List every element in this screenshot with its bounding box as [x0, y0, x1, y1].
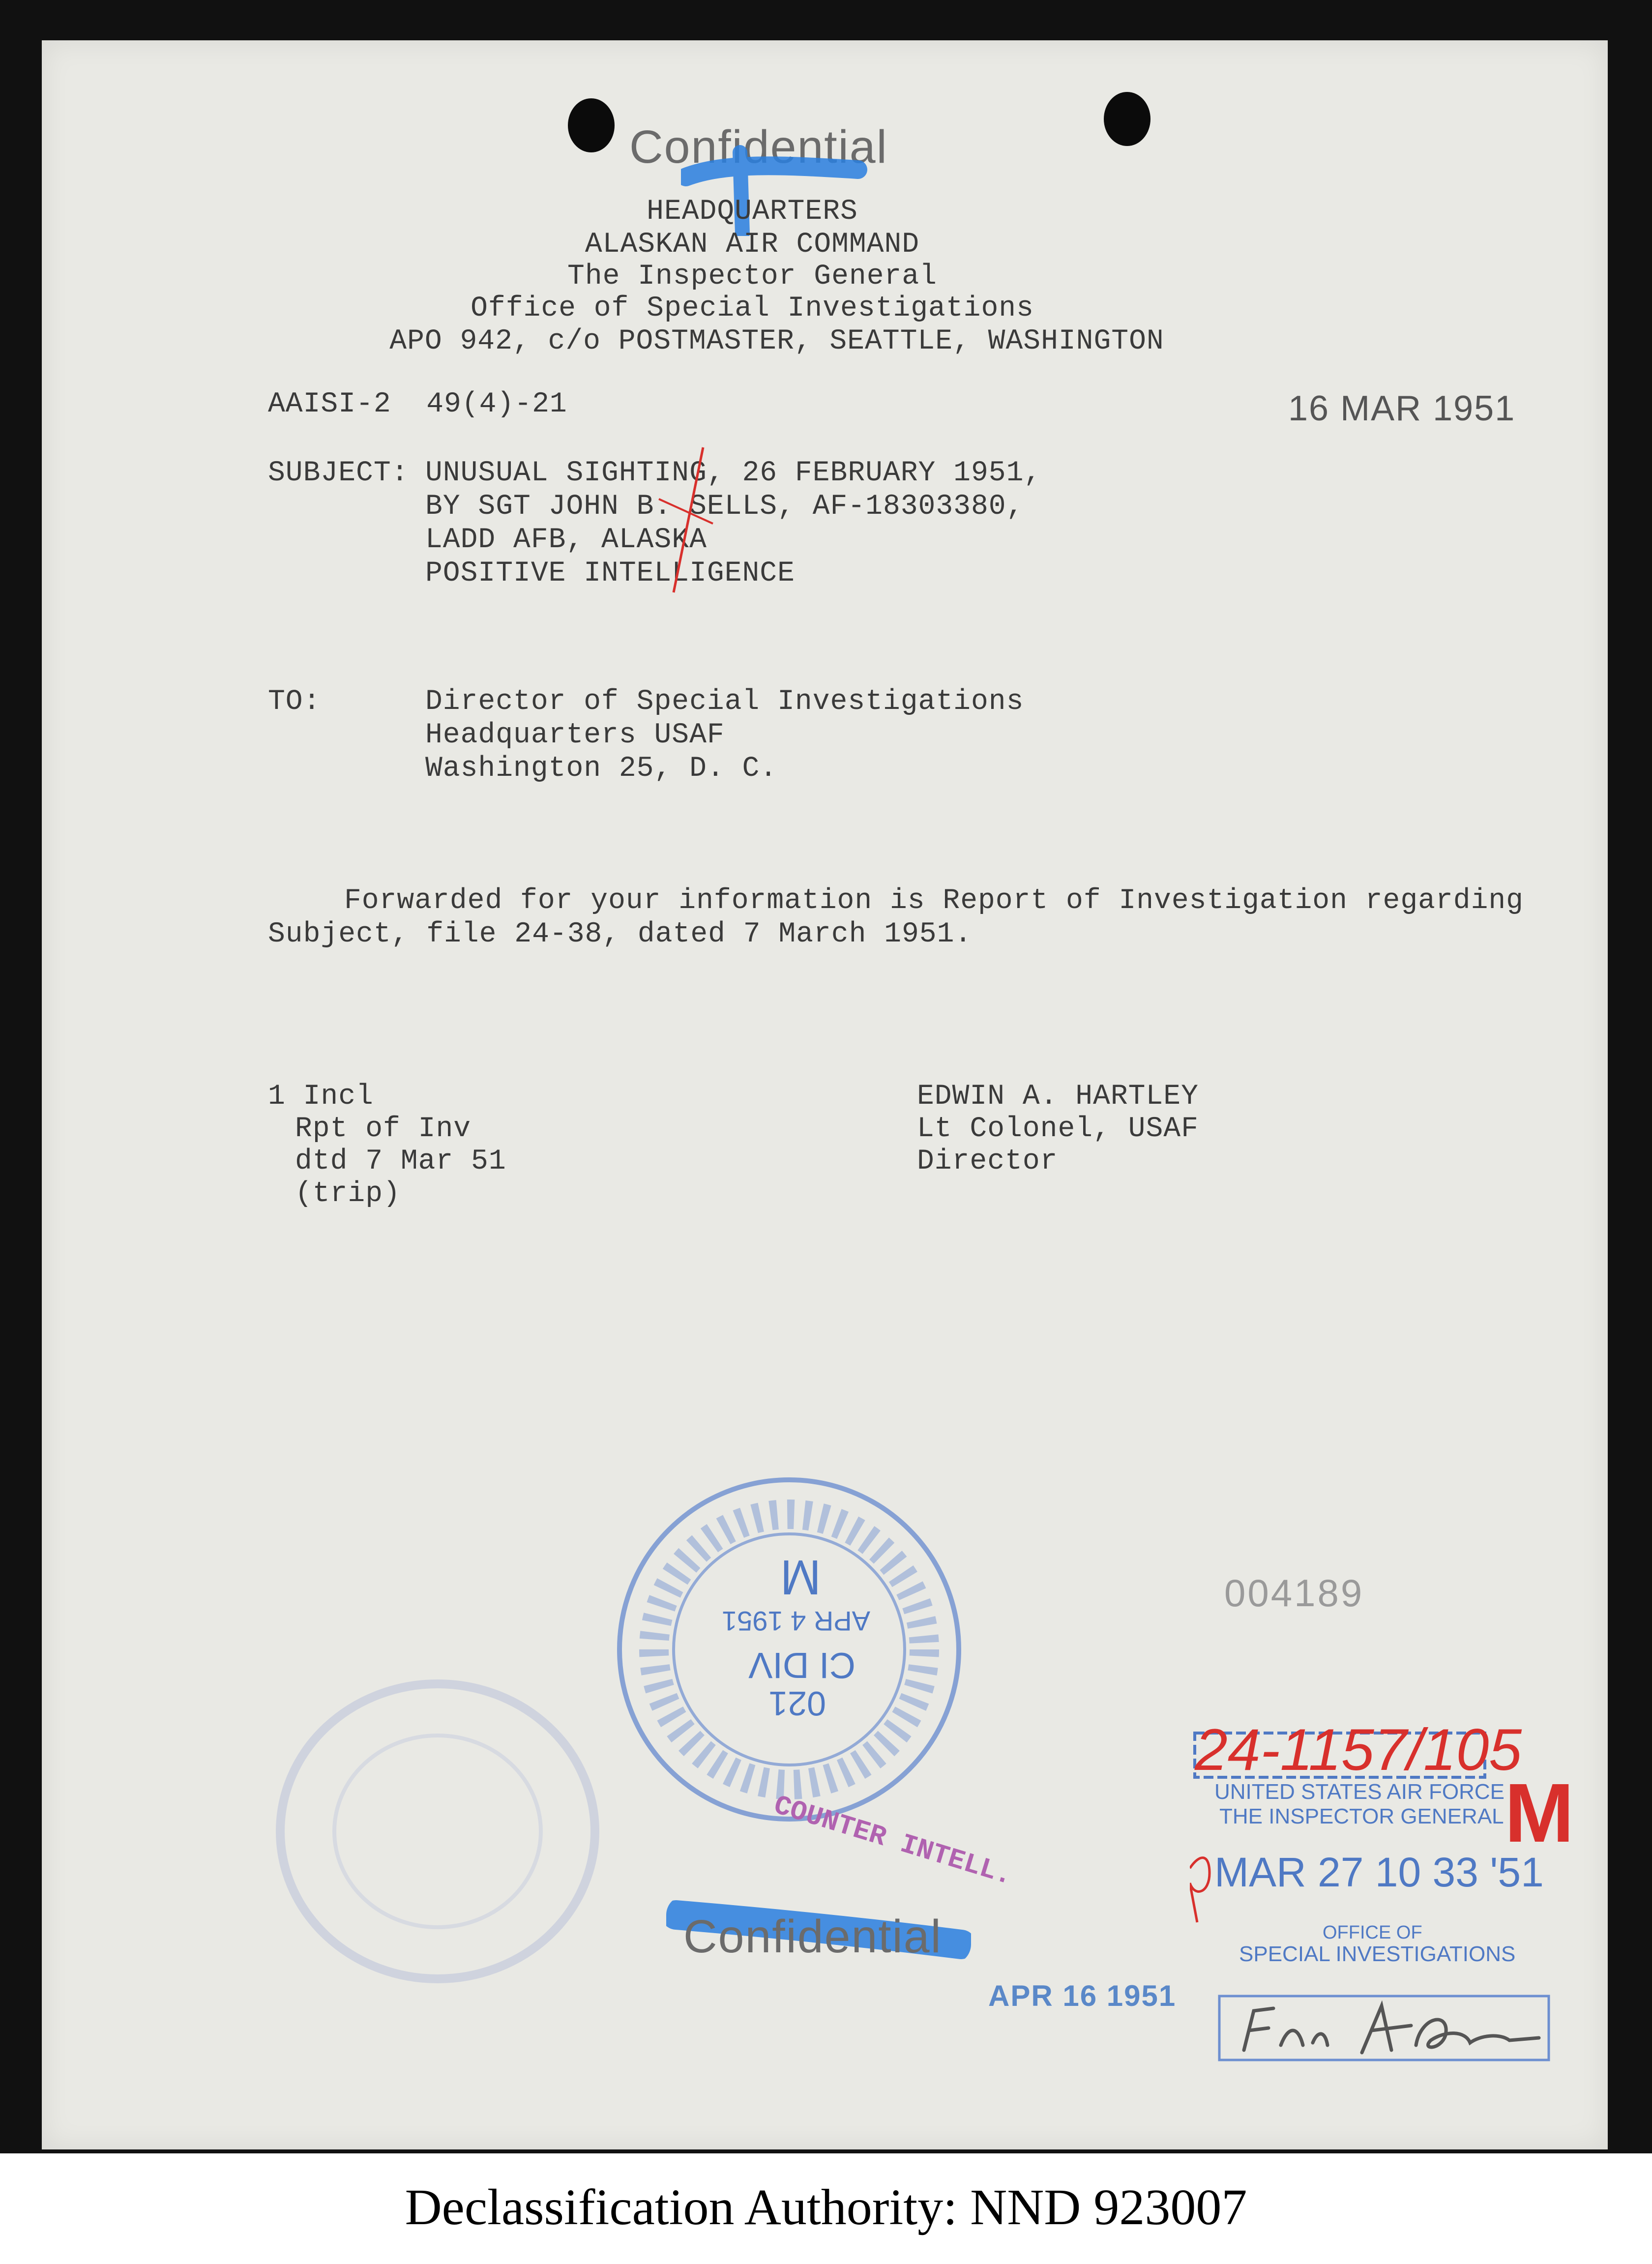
inclosure-line-3: dtd 7 Mar 51: [295, 1146, 506, 1177]
stamp-number: 021: [768, 1684, 826, 1723]
document-number: 004189: [1224, 1571, 1364, 1615]
signature-title: Director: [917, 1146, 1058, 1177]
letterhead-address: APO 942, c/o POSTMASTER, SEATTLE, WASHINGTON: [389, 325, 1164, 357]
letterhead-office: Office of Special Investigations: [471, 293, 1034, 324]
red-pencil-mark: [654, 445, 723, 602]
date-stamp: 16 MAR 1951: [1288, 389, 1516, 428]
inclosure-line-1: 1 Incl: [268, 1081, 374, 1113]
ig-stamp-date: MAR 27 10 33 '51: [1214, 1849, 1544, 1895]
subject-line-3: LADD AFB, ALASKA: [425, 524, 707, 556]
classification-bottom: Confidential: [683, 1911, 942, 1963]
stamp-division: CI DIV: [748, 1645, 856, 1686]
to-line-1: Director of Special Investigations: [425, 686, 1024, 718]
punch-hole-right: [1104, 92, 1150, 146]
body-line-1: Forwarded for your information is Report of Investigation regarding: [344, 885, 1524, 917]
signature-name: EDWIN A. HARTLEY: [917, 1081, 1199, 1113]
red-initial-mark: M: [1504, 1766, 1574, 1860]
inclosure-line-4: (trip): [295, 1178, 401, 1210]
counter-intel-stamp: COUNTER INTELL.: [770, 1790, 1017, 1892]
special-investigations-label: SPECIAL INVESTIGATIONS: [1239, 1942, 1516, 1966]
received-circular-stamp: [610, 1470, 969, 1829]
file-number: 24-1157/105: [1195, 1717, 1522, 1783]
letterhead-inspector: The Inspector General: [567, 261, 937, 293]
ig-stamp-line-1: UNITED STATES AIR FORCE: [1214, 1780, 1504, 1804]
classification-top: Confidential: [629, 121, 888, 173]
office-of-label: OFFICE OF: [1323, 1922, 1422, 1943]
stamp-date: APR 4 1951: [722, 1606, 870, 1637]
letterhead-command: ALASKAN AIR COMMAND: [585, 229, 920, 261]
punch-hole-left: [568, 98, 615, 152]
signature-rank: Lt Colonel, USAF: [917, 1113, 1199, 1145]
to-line-3: Washington 25, D. C.: [425, 753, 778, 785]
inspector-general-stamp: [1190, 1706, 1574, 2070]
stamp-initials: M: [780, 1550, 821, 1605]
to-label: TO:: [268, 686, 321, 718]
handwritten-initials: [1234, 1996, 1559, 2065]
apr-date-stamp: APR 16 1951: [988, 1979, 1177, 2012]
body-line-2: Subject, file 24-38, dated 7 March 1951.: [268, 918, 973, 950]
subject-line-2: BY SGT JOHN B. SELLS, AF-18303380,: [425, 491, 1024, 523]
faint-circular-stamp: [266, 1672, 610, 1991]
ig-stamp-line-2: THE INSPECTOR GENERAL: [1219, 1804, 1504, 1828]
subject-line-1: UNUSUAL SIGHTING, 26 FEBRUARY 1951,: [425, 457, 1042, 489]
letterhead-headquarters: HEADQUARTERS: [647, 196, 858, 228]
to-line-2: Headquarters USAF: [425, 719, 725, 751]
subject-label: SUBJECT:: [268, 457, 409, 489]
declassification-caption: Declassification Authority: NND 923007: [405, 2179, 1247, 2235]
file-reference: AAISI-2 49(4)-21: [268, 388, 567, 420]
subject-line-4: POSITIVE INTELLIGENCE: [425, 558, 795, 589]
inclosure-line-2: Rpt of Inv: [295, 1113, 472, 1145]
